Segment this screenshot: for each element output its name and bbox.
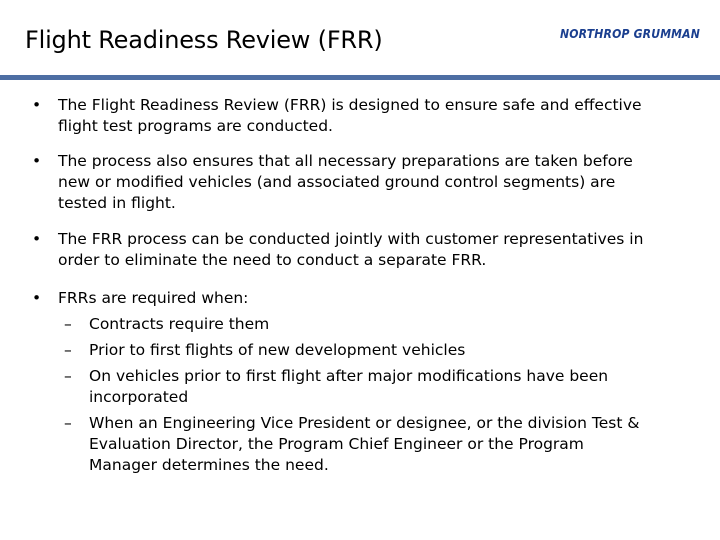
- bullet-dot: •: [32, 96, 42, 114]
- bullet-text: [58, 229, 670, 271]
- bullet-line: The Flight Readiness Review (FRR) is designed to ensure safe and effective: [58, 96, 642, 114]
- sub-bullet-dash: –: [64, 367, 72, 385]
- bullet-item: [32, 229, 672, 271]
- sub-bullet-line: Contracts require them: [89, 315, 270, 333]
- sub-bullet-line: On vehicles prior to first flight after major modifications have been: [89, 367, 609, 385]
- sub-bullet-line: Evaluation Director, the Program Chief Engineer or the Program: [89, 435, 584, 453]
- sub-bullet-text: [89, 413, 679, 476]
- bullet-line: order to eliminate the need to conduct a separate FRR.: [58, 251, 487, 269]
- sub-bullet-dash: –: [64, 315, 72, 333]
- bullet-line: new or modified vehicles (and associated ground control segments) are: [58, 173, 616, 191]
- logo-text: NORTHROP GRUMMAN: [560, 26, 701, 41]
- sub-bullet-line: Manager determines the need.: [89, 456, 329, 474]
- bullet-line: flight test programs are conducted.: [58, 117, 333, 135]
- bullet-dot: •: [32, 289, 42, 307]
- sub-bullet-text: [89, 314, 679, 335]
- bullet-item: [32, 288, 672, 309]
- bullet-dot: •: [32, 230, 42, 248]
- bullet-dot: •: [32, 152, 42, 170]
- bullet-item: [32, 95, 672, 137]
- northrop-grumman-logo: [560, 24, 702, 48]
- sub-bullet-item: [0, 366, 720, 413]
- bullet-line: FRRs are required when:: [58, 289, 249, 307]
- sub-bullet-line: Prior to first flights of new development vehicles: [89, 341, 466, 359]
- bullet-text: [58, 151, 670, 214]
- bullet-text: [58, 95, 670, 137]
- sub-bullet-item: [0, 314, 720, 338]
- sub-bullet-dash: –: [64, 341, 72, 359]
- bullet-text: [58, 288, 670, 309]
- bullet-line: The process also ensures that all necessary preparations are taken before: [58, 152, 633, 170]
- sub-bullet-line: When an Engineering Vice President or designee, or the division Test &: [89, 414, 640, 432]
- slide-title: Flight Readiness Review (FRR): [25, 26, 383, 54]
- sub-bullet-line: incorporated: [89, 388, 189, 406]
- sub-bullet-text: [89, 366, 679, 408]
- sub-bullet-text: [89, 340, 679, 361]
- sub-bullet-dash: –: [64, 414, 72, 432]
- bullet-line: The FRR process can be conducted jointly with customer representatives in: [58, 230, 644, 248]
- sub-bullet-item: [0, 340, 720, 364]
- bullet-line: tested in flight.: [58, 194, 176, 212]
- bullet-item: [32, 151, 672, 214]
- sub-bullet-item: [0, 413, 720, 484]
- title-divider: [0, 75, 720, 80]
